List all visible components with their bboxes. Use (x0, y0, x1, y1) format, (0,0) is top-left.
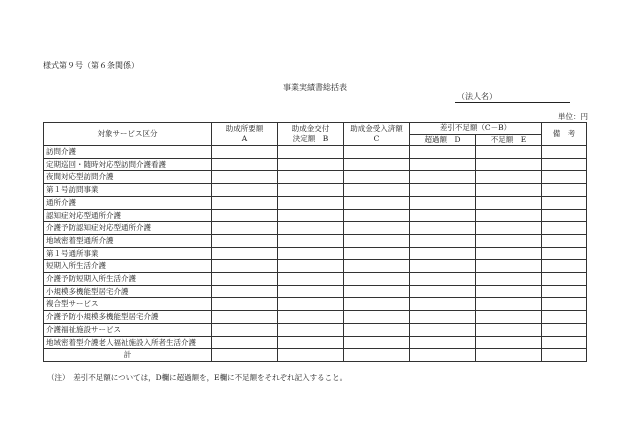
remarks-cell[interactable] (542, 273, 587, 286)
amount-b-cell[interactable] (278, 298, 344, 311)
amount-a-cell[interactable] (212, 196, 278, 209)
shortage-e-cell[interactable] (476, 146, 542, 159)
amount-b-cell[interactable] (278, 171, 344, 184)
shortage-e-cell[interactable] (476, 184, 542, 197)
amount-a-cell[interactable] (212, 260, 278, 273)
service-category-cell: 地域密着型介護老人福祉施設入所者生活介護 (44, 336, 212, 349)
service-category-cell: 介護福祉施設サービス (44, 323, 212, 336)
shortage-e-cell[interactable] (476, 234, 542, 247)
service-category-cell: 地域密着型通所介護 (44, 234, 212, 247)
header-b-code: 決定額 B (292, 134, 329, 143)
amount-b-cell[interactable] (278, 222, 344, 235)
shortage-e-cell[interactable] (476, 273, 542, 286)
remarks-cell[interactable] (542, 285, 587, 298)
remarks-cell[interactable] (542, 209, 587, 222)
table-row (44, 209, 587, 222)
total-remarks-cell[interactable] (542, 349, 587, 362)
table-row (44, 311, 587, 324)
total-label: 計 (44, 349, 212, 362)
shortage-e-cell[interactable] (476, 323, 542, 336)
service-category-cell: 介護予防小規模多機能型居宅介護 (44, 311, 212, 324)
shortage-e-cell[interactable] (476, 336, 542, 349)
amount-c-cell[interactable] (344, 247, 410, 260)
remarks-cell[interactable] (542, 184, 587, 197)
shortage-e-cell[interactable] (476, 285, 542, 298)
remarks-cell[interactable] (542, 171, 587, 184)
header-excess-d: 超過額 D (410, 134, 476, 146)
amount-a-cell[interactable] (212, 146, 278, 159)
amount-c-cell[interactable] (344, 234, 410, 247)
amount-b-cell[interactable] (278, 311, 344, 324)
amount-c-cell[interactable] (344, 260, 410, 273)
amount-c-cell[interactable] (344, 323, 410, 336)
header-service-category: 対象サービス区分 (44, 123, 212, 146)
table-row (44, 171, 587, 184)
amount-b-cell[interactable] (278, 247, 344, 260)
header-received-amount-c (344, 123, 410, 146)
remarks-cell[interactable] (542, 336, 587, 349)
service-category-cell: 認知症対応型通所介護 (44, 209, 212, 222)
service-category-cell: 小規模多機能型居宅介護 (44, 285, 212, 298)
header-b-label: 助成金交付 (291, 123, 330, 133)
amount-a-cell[interactable] (212, 273, 278, 286)
header-c-label: 助成金受入済額 (350, 123, 403, 133)
header-a-code: A (241, 134, 248, 143)
amount-a-cell[interactable] (212, 247, 278, 260)
shortage-e-cell[interactable] (476, 196, 542, 209)
amount-c-cell[interactable] (344, 158, 410, 171)
footnote: （注） 差引不足額については，D欄に超過額を，E欄に不足額をそれぞれ記入すること。 (47, 373, 348, 382)
remarks-cell[interactable] (542, 234, 587, 247)
amount-c-cell[interactable] (344, 146, 410, 159)
remarks-cell[interactable] (542, 247, 587, 260)
service-category-cell: 介護予防短期入所生活介護 (44, 273, 212, 286)
service-category-cell: 訪問介護 (44, 146, 212, 159)
amount-b-cell[interactable] (278, 184, 344, 197)
header-difference: 差引不足額（C－B） (410, 123, 542, 135)
amount-a-cell[interactable] (212, 311, 278, 324)
excess-d-cell[interactable] (410, 260, 476, 273)
shortage-e-cell[interactable] (476, 247, 542, 260)
amount-c-cell[interactable] (344, 311, 410, 324)
service-category-cell: 第１号訪問事業 (44, 184, 212, 197)
service-category-cell: 第１号通所事業 (44, 247, 212, 260)
document-title: 事業実績書総括表 (283, 83, 347, 92)
header-required-amount-a (212, 123, 278, 146)
header-decided-amount-b (278, 123, 344, 146)
amount-a-cell[interactable] (212, 209, 278, 222)
amount-a-cell[interactable] (212, 323, 278, 336)
shortage-e-cell[interactable] (476, 158, 542, 171)
amount-b-cell[interactable] (278, 209, 344, 222)
service-category-cell: 複合型サービス (44, 298, 212, 311)
service-category-cell: 通所介護 (44, 196, 212, 209)
shortage-e-cell[interactable] (476, 222, 542, 235)
service-category-cell: 定期巡回・随時対応型訪問介護看護 (44, 158, 212, 171)
table-row (44, 184, 587, 197)
excess-d-cell[interactable] (410, 222, 476, 235)
table-row (44, 260, 587, 273)
header-row-1 (44, 123, 587, 135)
table-row (44, 336, 587, 349)
remarks-cell[interactable] (542, 158, 587, 171)
amount-b-cell[interactable] (278, 196, 344, 209)
shortage-e-cell[interactable] (476, 209, 542, 222)
amount-b-cell[interactable] (278, 234, 344, 247)
excess-d-cell[interactable] (410, 247, 476, 260)
amount-b-cell[interactable] (278, 336, 344, 349)
remarks-cell[interactable] (542, 260, 587, 273)
service-category-cell: 介護予防認知症対応型通所介護 (44, 222, 212, 235)
amount-a-cell[interactable] (212, 184, 278, 197)
excess-d-cell[interactable] (410, 196, 476, 209)
summary-table (43, 122, 587, 362)
excess-d-cell[interactable] (410, 184, 476, 197)
amount-a-cell[interactable] (212, 158, 278, 171)
unit-label: 単位：円 (558, 112, 588, 121)
amount-a-cell[interactable] (212, 222, 278, 235)
total-c-cell[interactable] (344, 349, 410, 362)
amount-b-cell[interactable] (278, 273, 344, 286)
excess-d-cell[interactable] (410, 298, 476, 311)
table-row (44, 222, 587, 235)
amount-c-cell[interactable] (344, 336, 410, 349)
shortage-e-cell[interactable] (476, 311, 542, 324)
amount-b-cell[interactable] (278, 146, 344, 159)
remarks-cell[interactable] (542, 298, 587, 311)
amount-a-cell[interactable] (212, 171, 278, 184)
header-c-code: C (373, 134, 380, 143)
amount-b-cell[interactable] (278, 323, 344, 336)
amount-c-cell[interactable] (344, 171, 410, 184)
excess-d-cell[interactable] (410, 323, 476, 336)
excess-d-cell[interactable] (410, 158, 476, 171)
table-row (44, 146, 587, 159)
total-b-cell[interactable] (278, 349, 344, 362)
shortage-e-cell[interactable] (476, 171, 542, 184)
header-shortage-e: 不足額 E (476, 134, 542, 146)
total-e-cell[interactable] (476, 349, 542, 362)
remarks-cell[interactable] (542, 196, 587, 209)
amount-a-cell[interactable] (212, 285, 278, 298)
total-a-cell[interactable] (212, 349, 278, 362)
table-row (44, 298, 587, 311)
table-row (44, 158, 587, 171)
amount-c-cell[interactable] (344, 209, 410, 222)
corporation-name-field: （法人名） (455, 91, 570, 103)
amount-a-cell[interactable] (212, 336, 278, 349)
amount-a-cell[interactable] (212, 234, 278, 247)
remarks-cell[interactable] (542, 222, 587, 235)
excess-d-cell[interactable] (410, 336, 476, 349)
amount-c-cell[interactable] (344, 285, 410, 298)
excess-d-cell[interactable] (410, 285, 476, 298)
form-number: 様式第９号（第６条関係） (43, 61, 139, 70)
amount-c-cell[interactable] (344, 196, 410, 209)
excess-d-cell[interactable] (410, 311, 476, 324)
shortage-e-cell[interactable] (476, 298, 542, 311)
total-row (44, 349, 587, 362)
amount-a-cell[interactable] (212, 298, 278, 311)
excess-d-cell[interactable] (410, 273, 476, 286)
total-d-cell[interactable] (410, 349, 476, 362)
table-row (44, 234, 587, 247)
excess-d-cell[interactable] (410, 146, 476, 159)
amount-c-cell[interactable] (344, 298, 410, 311)
remarks-cell[interactable] (542, 323, 587, 336)
table-row (44, 285, 587, 298)
amount-c-cell[interactable] (344, 273, 410, 286)
excess-d-cell[interactable] (410, 209, 476, 222)
excess-d-cell[interactable] (410, 234, 476, 247)
remarks-cell[interactable] (542, 311, 587, 324)
amount-b-cell[interactable] (278, 158, 344, 171)
service-category-cell: 短期入所生活介護 (44, 260, 212, 273)
table-row (44, 196, 587, 209)
table-row (44, 323, 587, 336)
table-row (44, 247, 587, 260)
header-a-label: 助成所要額 (225, 123, 264, 133)
table-body (44, 146, 587, 362)
amount-b-cell[interactable] (278, 285, 344, 298)
service-category-cell: 夜間対応型訪問介護 (44, 171, 212, 184)
shortage-e-cell[interactable] (476, 260, 542, 273)
amount-b-cell[interactable] (278, 260, 344, 273)
table-row (44, 273, 587, 286)
amount-c-cell[interactable] (344, 222, 410, 235)
header-remarks: 備 考 (542, 123, 587, 146)
amount-c-cell[interactable] (344, 184, 410, 197)
excess-d-cell[interactable] (410, 171, 476, 184)
remarks-cell[interactable] (542, 146, 587, 159)
